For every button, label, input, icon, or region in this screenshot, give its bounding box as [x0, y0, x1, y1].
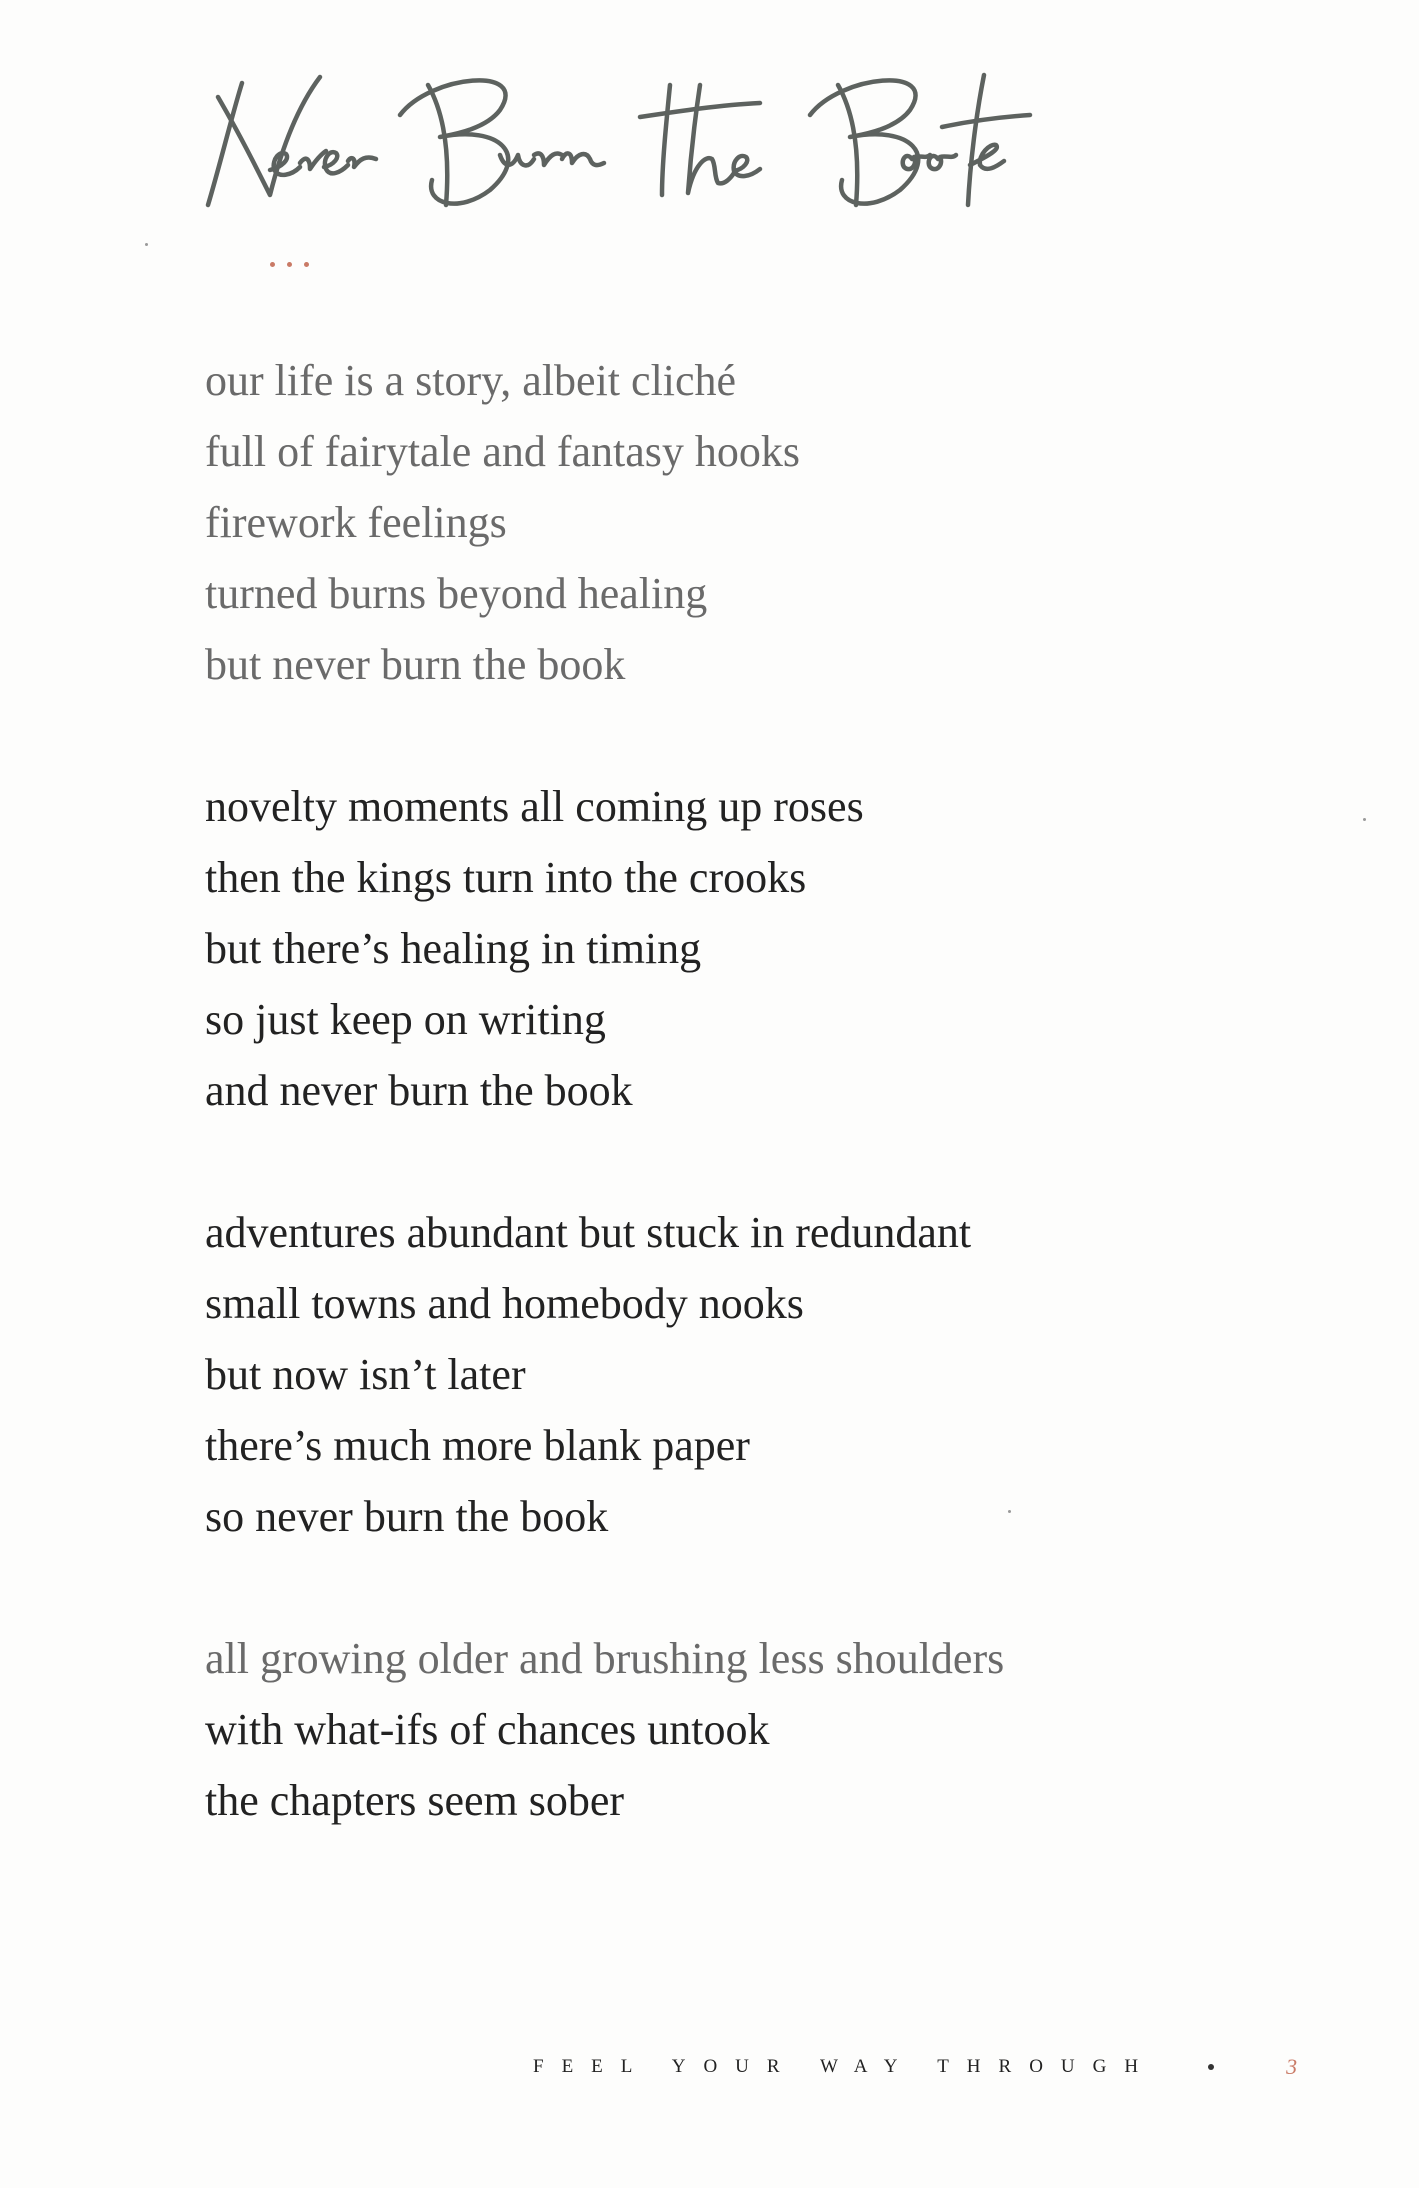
- poem-line: the chapters seem sober: [205, 1776, 625, 1825]
- stanza-4: [205, 1623, 1205, 1836]
- poem-line: turned burns beyond healing: [205, 569, 708, 618]
- stanza-3: [205, 1197, 1205, 1552]
- scan-speck: [1008, 1510, 1011, 1513]
- stanza-2: [205, 771, 1205, 1126]
- poem-line: with what-ifs of chances untook: [205, 1705, 770, 1754]
- page-number: 3: [1286, 2054, 1298, 2079]
- poem-line: there’s much more blank paper: [205, 1421, 750, 1470]
- poem-line: full of fairytale and fantasy hooks: [205, 427, 801, 476]
- poem-line: small towns and homebody nooks: [205, 1279, 804, 1328]
- stanza-1: [205, 345, 1205, 700]
- ornament-dot: [287, 262, 292, 267]
- scan-speck: [1363, 818, 1366, 821]
- scan-speck: [145, 243, 148, 246]
- poem-title: [200, 55, 1100, 225]
- poem-line: firework feelings: [205, 498, 507, 547]
- poem-line: but now isn’t later: [205, 1350, 526, 1399]
- running-footer: [533, 2052, 1297, 2082]
- poem-line: novelty moments all coming up roses: [205, 782, 864, 831]
- book-title: FEEL YOUR WAY THROUGH: [533, 2056, 1157, 2077]
- poem-line: so never burn the book: [205, 1492, 609, 1541]
- ornament-dot: [270, 262, 275, 267]
- poem-line: and never burn the book: [205, 1066, 633, 1115]
- footer-bullet: [1208, 2064, 1214, 2070]
- poem-line: but there’s healing in timing: [205, 924, 702, 973]
- script-title-lettering: [200, 55, 1100, 225]
- poem-line: so just keep on writing: [205, 995, 606, 1044]
- poem-line: then the kings turn into the crooks: [205, 853, 807, 902]
- title-ornament: [270, 262, 309, 267]
- poem-line: but never burn the book: [205, 640, 626, 689]
- poem-line: our life is a story, albeit cliché: [205, 356, 737, 405]
- poem-line: adventures abundant but stuck in redundant: [205, 1208, 972, 1257]
- ornament-dot: [304, 262, 309, 267]
- poem-body: [205, 345, 1205, 1907]
- poem-line: all growing older and brushing less shoulders: [205, 1634, 1005, 1683]
